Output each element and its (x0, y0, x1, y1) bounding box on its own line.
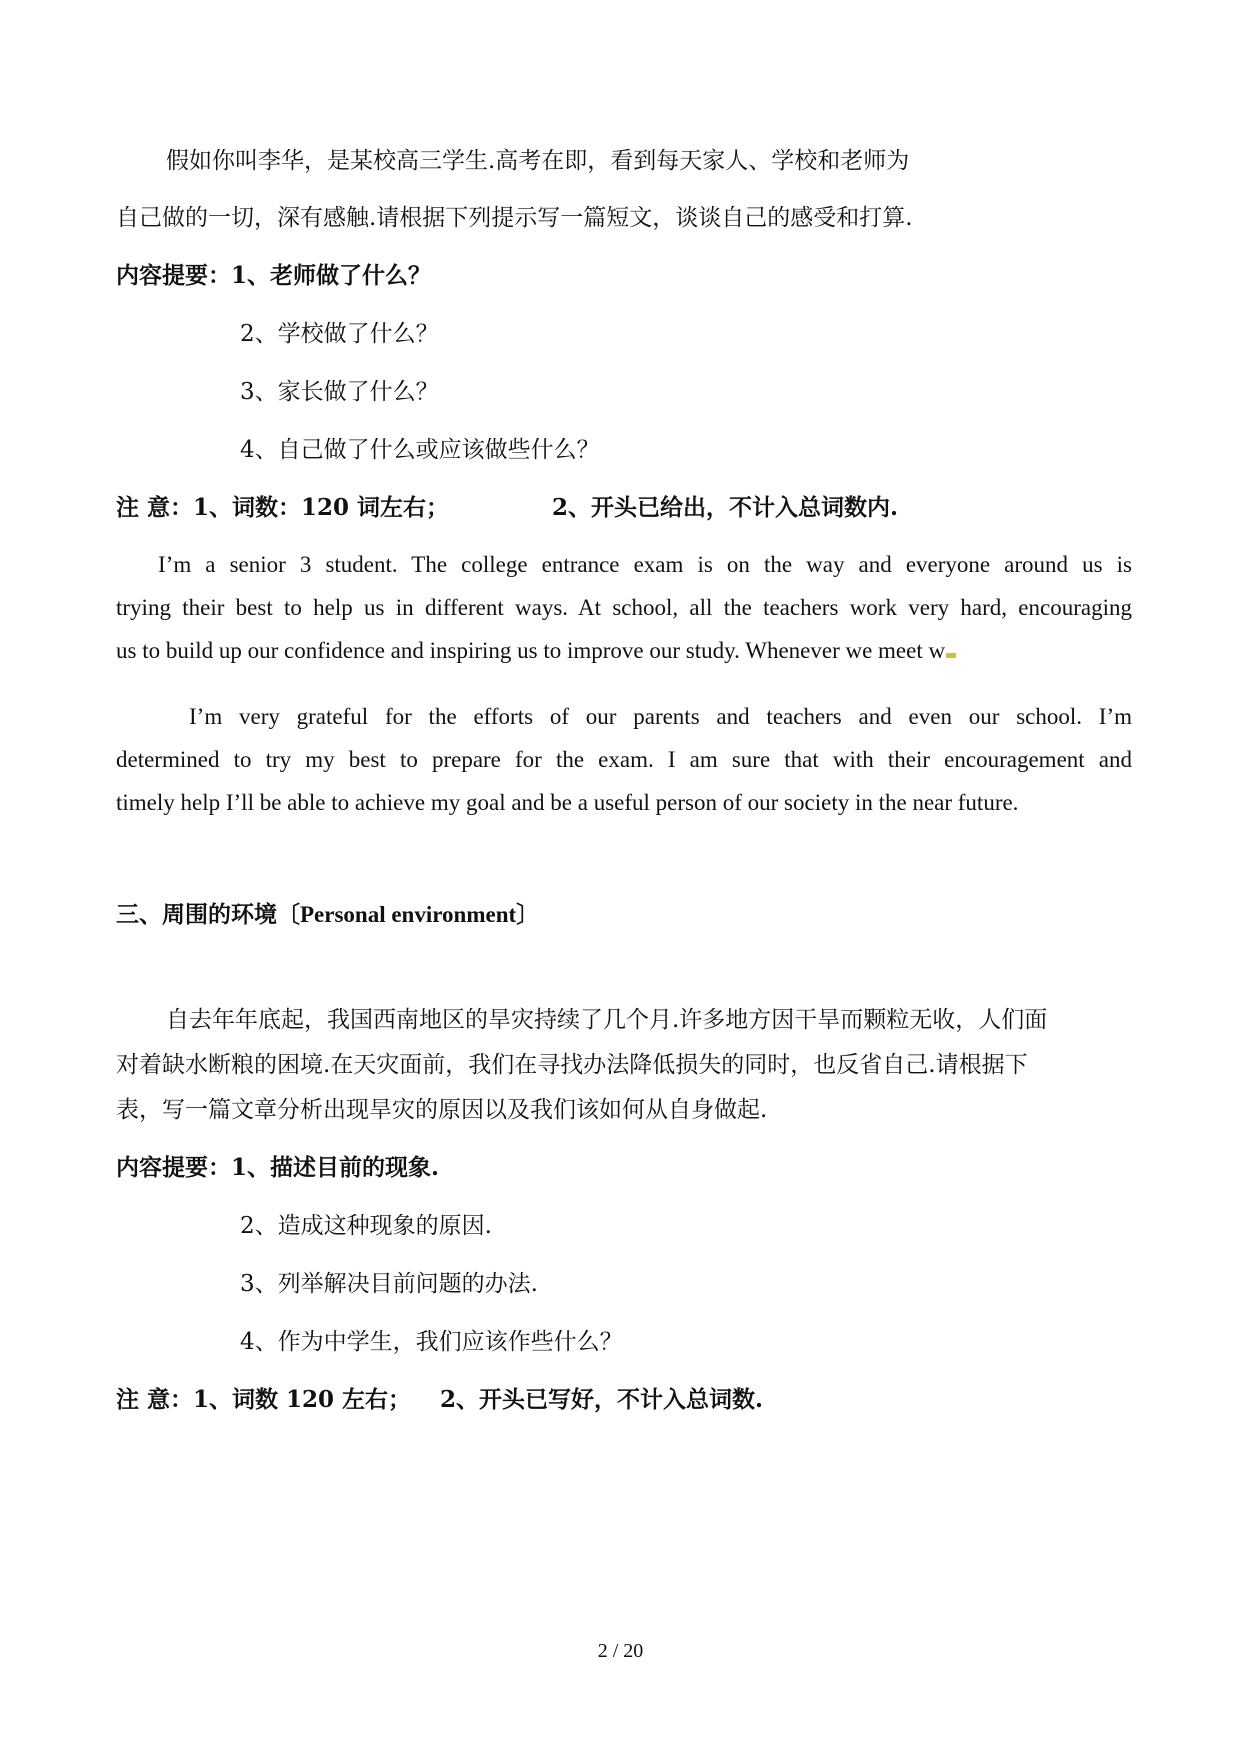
task2-point-2: 2、造成这种现象的原因. (240, 1213, 492, 1239)
task2-note-1: 1、词数 120 左右； (193, 1386, 412, 1413)
highlight-mark (946, 653, 956, 658)
task1-note-1: 1、词数：120 词左右； (193, 494, 450, 521)
task1-content-label: 内容提要： (116, 262, 231, 289)
task2-prompt-line-2: 对着缺水断粮的困境.在天灾面前，我们在寻找办法降低损失的同时，也反省自己.请根据下 (116, 1052, 1028, 1078)
task2-note-2: 2、开头已写好，不计入总词数. (440, 1386, 764, 1413)
task2-note-label: 注 意： (116, 1386, 194, 1413)
essay-p1-line-1: I’m a senior 3 student. The college entrance exam is on the way and everyone around us is (158, 552, 1132, 577)
task1-note-label: 注 意： (116, 494, 194, 521)
task1-point-1: 1、老师做了什么？ (231, 262, 432, 289)
task1-note-2: 2、开头已给出，不计入总词数内. (552, 494, 899, 521)
essay-p1-line-2: trying their best to help us in different ways. At school, all the teachers work very hard, encouraging (116, 595, 1132, 620)
task2-content-point-1 (116, 1153, 439, 1183)
task1-note (116, 493, 449, 523)
essay-p1-line-3 (116, 636, 956, 666)
task1-prompt-line-2: 自己做的一切，深有感触.请根据下列提示写一篇短文，谈谈自己的感受和打算. (116, 205, 913, 231)
essay-p2-line-2: determined to try my best to prepare for the exam. I am sure that with their encouragement and (116, 747, 1132, 772)
section-3-heading-close: 〕 (516, 901, 540, 928)
task1-point-2: 2、学校做了什么？ (240, 321, 439, 347)
essay-p1-line-3-text: us to build up our confidence and inspiring us to improve our study. Whenever we meet w (116, 638, 946, 663)
task2-content-label: 内容提要： (116, 1154, 231, 1181)
essay-p2-line-1: I’m very grateful for the efforts of our parents and teachers and even our school. I’m (189, 704, 1132, 729)
task1-point-3: 3、家长做了什么？ (240, 379, 439, 405)
task1-point-4: 4、自己做了什么或应该做些什么？ (240, 437, 600, 463)
task2-prompt-line-3: 表，写一篇文章分析出现旱灾的原因以及我们该如何从自身做起. (116, 1097, 768, 1123)
task1-prompt-line-1: 假如你叫李华，是某校高三学生.高考在即，看到每天家人、学校和老师为 (166, 148, 910, 174)
task2-point-1: 1、描述目前的现象. (231, 1154, 440, 1181)
section-3-heading-cn: 三、周围的环境〔 (116, 901, 300, 928)
essay-p2-line-3: timely help I’ll be able to achieve my goal and be a useful person of our society in the near future. (116, 790, 1019, 815)
page-number: 2 / 20 (597, 1640, 644, 1662)
task2-prompt-line-1: 自去年年底起，我国西南地区的旱灾持续了几个月.许多地方因干旱而颗粒无收，人们面 (166, 1007, 1048, 1033)
task2-point-3: 3、列举解决目前问题的办法. (240, 1271, 538, 1297)
task2-note (116, 1385, 411, 1415)
section-3-heading (116, 900, 539, 930)
task2-point-4: 4、作为中学生，我们应该作些什么？ (240, 1329, 623, 1355)
task1-content-point-1 (116, 261, 431, 291)
section-3-heading-en: Personal environment (300, 902, 517, 927)
